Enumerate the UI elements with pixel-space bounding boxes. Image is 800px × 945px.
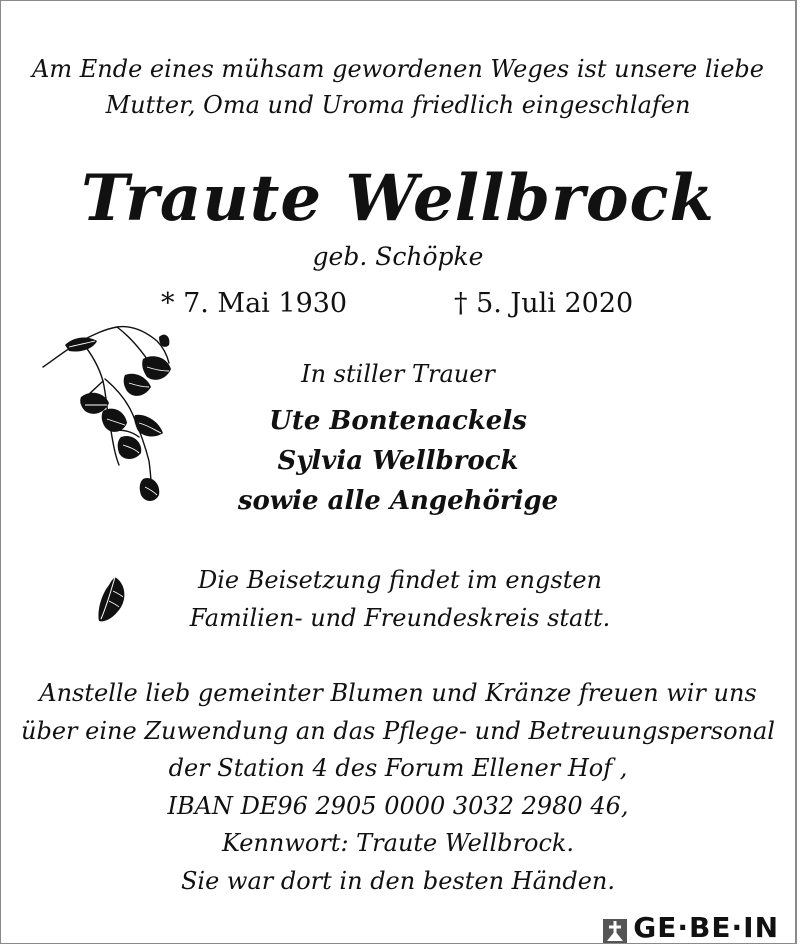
mourner-name: Ute Bontenackels [269, 406, 527, 436]
donation-line: Sie war dort in den besten Händen. [180, 866, 616, 895]
logo-text: GE·BE·IN [633, 911, 779, 944]
intro-line: Am Ende eines mühsam gewordenen Weges ist unsere liebe [32, 55, 764, 83]
birth-name: geb. Schöpke [312, 242, 484, 271]
donation-line: über eine Zuwendung an das Pflege- und Betreuungspersonal [21, 716, 775, 745]
mourning-phrase: In stiller Trauer [301, 360, 495, 388]
mourner-name: sowie alle Angehörige [237, 486, 559, 516]
burial-text [1, 561, 797, 637]
donation-line: IBAN DE96 2905 0000 3032 2980 46, [167, 791, 629, 820]
death-date: † 5. Juli 2020 [454, 288, 634, 319]
donation-line: der Station 4 des Forum Ellener Hof , [168, 754, 628, 782]
gebein-logo-icon [603, 917, 627, 943]
burial-line: Familien- und Freundeskreis statt. [189, 604, 611, 632]
donation-line: Anstelle lieb gemeinter Blumen und Kränze freuen wir uns [39, 679, 757, 707]
burial-line: Die Beisetzung findet im engsten [198, 566, 602, 594]
mourners-list [1, 401, 795, 521]
intro-line: Mutter, Oma und Uroma friedlich eingeschlafen [105, 91, 691, 119]
intro-text [1, 51, 795, 123]
donation-text [1, 675, 795, 900]
mourner-name: Sylvia Wellbrock [277, 446, 519, 476]
donation-line: Kennwort: Traute Wellbrock. [221, 829, 575, 857]
gebein-logo [603, 913, 779, 943]
deceased-name: Traute Wellbrock [81, 161, 715, 236]
birth-date: * 7. Mai 1930 [161, 288, 348, 319]
